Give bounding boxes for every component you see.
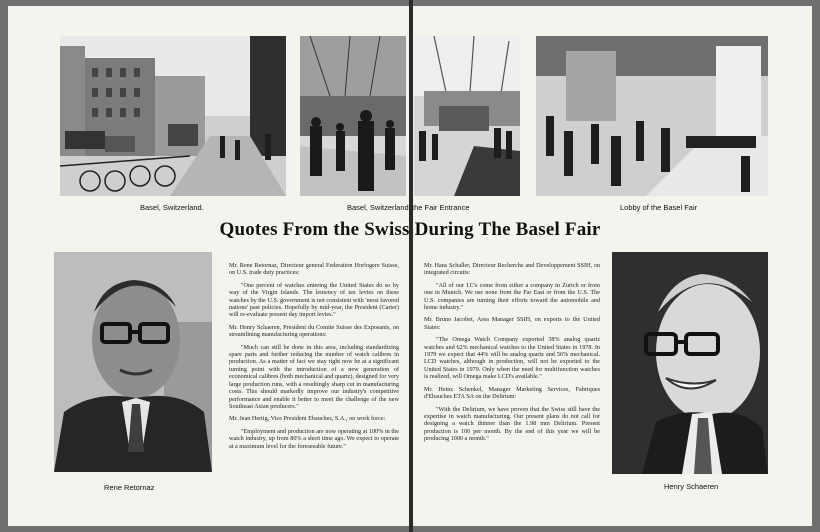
photo-rene-retornaz <box>54 252 212 472</box>
photo-basel-street <box>60 36 286 196</box>
quote-text: "Much can still be done in this area, including standardizing spare parts and further reducing the number of watch calibres in production. As a matter of fact we stay right now be at a significant turning point with the introduction of a new generation of economical calibres (both mechanical and quartz), designed for very large production runs, with a resultingly sharp cut in manufacturing costs. This should markedly improve our industry's competitive performance and enable it better to meet the challenge of the new Southeast Asian producers." <box>229 343 399 410</box>
quote-lead: Mr. Rene Retornaz, Directeur general Federation Horlogere Suisse, on U.S. trade duty practices: <box>229 262 399 277</box>
caption-henry: Henry Schaeren <box>664 482 719 491</box>
article-headline: Quotes From the Swiss During The Basel Fair <box>219 219 601 240</box>
quote-text: "With the Delirium, we have proven that the Swiss still have the expertise in watch manufacturing. Our present plans do not call for designing a watch thinner than the 1.98 mm Delirium. Present production is 100 per month. By the end of this year we will be producing 1000 a month." <box>424 405 600 443</box>
right-page-number: 33 <box>772 508 780 516</box>
photo-henry-schaeren <box>612 252 768 474</box>
right-page-footer <box>682 508 786 516</box>
quote-text: "Employment and production are now operating at 100% in the watch industry, up from 80% a short time ago. We expect to operate at a maximum level for the foreseeable future." <box>229 427 399 450</box>
quote-lead: Mr. Henry Schaeren, President du Comite Suisse des Exposants, on streamlining manufacturing operations: <box>229 323 399 339</box>
caption-rene: Rene Retornaz <box>104 483 155 492</box>
quote-lead: Mr. Heinz Schenkel, Manager Marketing Services, Fabriques d'Ebauches ETA SA on the Delirium: <box>424 385 600 401</box>
photo-fair-entrance <box>414 36 520 196</box>
right-text-column <box>424 262 600 448</box>
left-page-footer <box>30 508 134 516</box>
caption-fair-entrance: the Fair Entrance <box>412 203 470 212</box>
caption-basel-1: Basel, Switzerland. <box>140 203 204 212</box>
quote-text: "The Omega Watch Company exported 38% analog quartz watches and 62% mechanical watches to the United States in 1978. In 1979 we expect that 44% will be analog quartz and 56% mechanical. LCD watches, although in production, will not be exported to the United States in 1979. Only when the need for multifunction watches is realized, will Omega make LCD's available." <box>424 336 600 381</box>
quote-lead: Mr. Jean Hertig, Vice President Ebauches, S.A., on work force: <box>229 415 386 423</box>
caption-basel-2: Basel, Switzerland. <box>347 203 411 212</box>
photo-basel-crowd <box>300 36 406 196</box>
page-gutter <box>409 0 413 532</box>
left-page-number: 32 <box>36 508 43 516</box>
quote-lead: Mr. Hans Schaller, Directeur Recherche and Developpement SSIH, on integrated circuits: <box>424 262 600 277</box>
quote-text: "One percent of watches entering the United States do so by way of the Virgin Islands. The leniency of tax levies on these watches by the U.S. government is not consistent with 'most favored nations' past policies. Hopefully by mid-year, the President (Carter) will re-evaluate present day import levies." <box>229 281 399 319</box>
quote-lead: Mr. Bruno Jacobet, Area Manager SSIH, on exports to the United States: <box>424 316 600 331</box>
left-footer-title: Horological Times/June 1979 <box>50 508 134 516</box>
left-text-column <box>229 262 399 455</box>
right-footer-title: June 1979/Horological Times <box>682 508 765 516</box>
photo-fair-lobby <box>536 36 768 196</box>
caption-lobby: Lobby of the Basel Fair <box>620 203 698 212</box>
quote-text: "All of our I.C's come from either a company in Zurich or from one in Munich. We use none from the Far East or from the U.S. The U.S. companies are turning their efforts toward the automobile and home industry." <box>424 281 600 312</box>
